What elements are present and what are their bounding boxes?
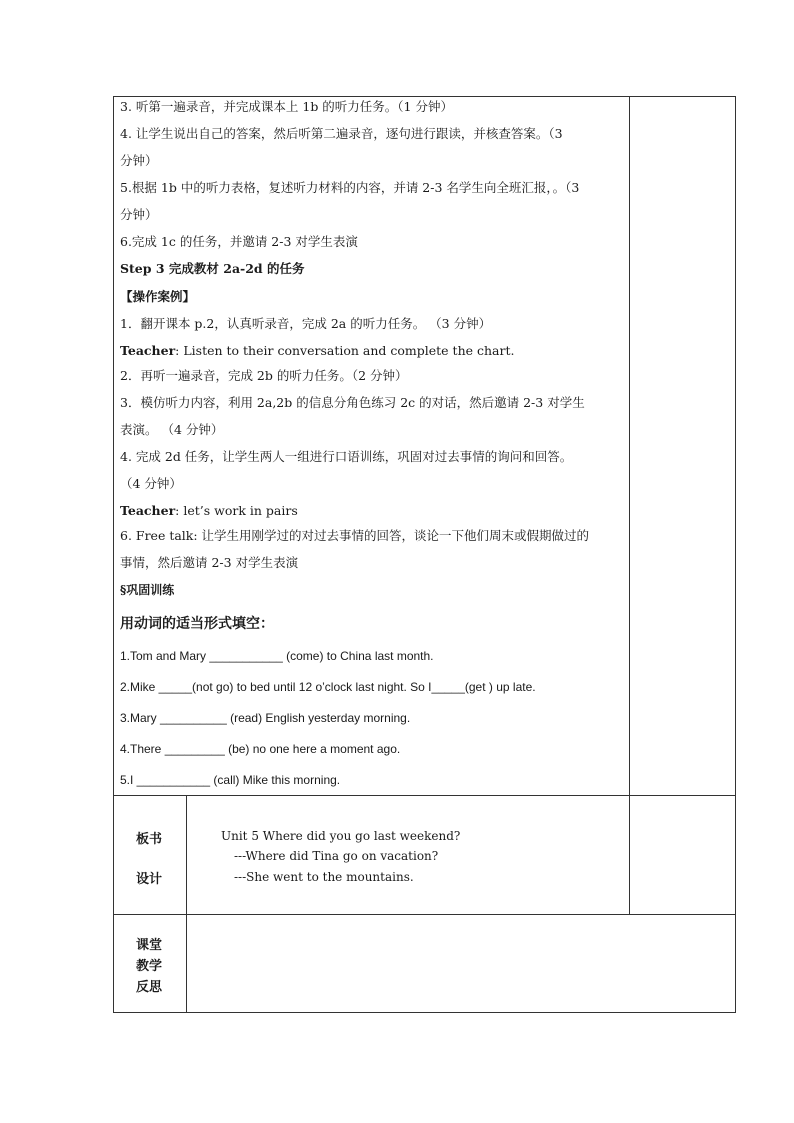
notes-column-divider-top [629, 96, 630, 795]
consolidation-heading: §巩固训练 [120, 583, 175, 597]
procedure-line-5: 分钟） [120, 207, 158, 222]
case-line-1: 1．翻开课本 p.2，认真听录音，完成 2a 的听力任务。 （3 分钟） [120, 316, 492, 331]
procedure-line-2: 4. 让学生说出自己的答案，然后听第二遍录音，逐句进行跟读，并核查答案。（3 [120, 126, 563, 141]
row-divider-board [113, 795, 736, 796]
reflection-label-1: 课堂 [135, 938, 162, 953]
board-label-1: 板书 [135, 832, 162, 847]
free-talk-line-2: 事情，然后邀请 2-3 对学生表演 [120, 555, 299, 570]
procedure-line-1: 3. 听第一遍录音，并完成课本上 1b 的听力任务。（1 分钟） [120, 99, 453, 114]
case-line-3: 3．模仿听力内容，利用 2a,2b 的信息分角色练习 2c 的对话，然后邀请 2-3 对学生 [120, 395, 585, 410]
free-talk-line-1: 6. Free talk: 让学生用刚学过的对过去事情的回答，谈论一下他们周末或假期做过的 [120, 528, 590, 543]
teacher-label: Teacher [120, 503, 176, 518]
teacher-line-2 [120, 502, 298, 520]
exercise-1: 1.Tom and Mary ___________ (come) to China last month. [120, 649, 434, 663]
procedure-line-6: 6.完成 1c 的任务，并邀请 2-3 对学生表演 [120, 234, 358, 249]
teacher-line-1 [120, 342, 514, 360]
exercise-3: 3.Mary __________ (read) English yesterday morning. [120, 711, 411, 725]
row-divider-reflection [113, 914, 736, 915]
exercise-2: 2.Mike _____(not go) to bed until 12 o’clock last night. So I_____(get ) up late. [120, 680, 536, 694]
notes-column-divider-board [629, 795, 630, 915]
case-line-6: （4 分钟） [120, 476, 182, 491]
board-line-1: Unit 5 Where did you go last weekend? [221, 829, 461, 843]
board-line-3: ---She went to the mountains. [234, 870, 414, 884]
case-line-5: 4. 完成 2d 任务，让学生两人一组进行口语训练，巩固对过去事情的询问和回答。 [120, 449, 573, 464]
teacher-label: Teacher [120, 343, 176, 358]
reflection-label-3: 反思 [135, 980, 162, 995]
exercise-4: 4.There _________ (be) no one here a moment ago. [120, 742, 401, 756]
case-heading: 【操作案例】 [120, 289, 196, 304]
board-label-2: 设计 [135, 872, 162, 887]
procedure-line-4: 5.根据 1b 中的听力表格，复述听力材料的内容，并请 2-3 名学生向全班汇报，。（3 [120, 180, 580, 195]
step3-heading: Step 3 完成教材 2a-2d 的任务 [120, 261, 305, 276]
procedure-line-3: 分钟） [120, 153, 158, 168]
case-line-2: 2．再听一遍录音，完成 2b 的听力任务。（2 分钟） [120, 368, 408, 383]
teacher-text: : Listen to their conversation and complete the chart. [175, 343, 515, 358]
teacher-text: : let’s work in pairs [175, 503, 298, 518]
case-line-4: 表演。 （4 分钟） [120, 422, 224, 437]
exercise-5: 5.I ___________ (call) Mike this morning. [120, 773, 341, 787]
board-line-2: ---Where did Tina go on vacation? [234, 849, 439, 863]
exercise-heading: 用动词的适当形式填空： [120, 616, 274, 632]
label-column-divider [186, 795, 187, 1013]
reflection-label-2: 教学 [135, 959, 162, 974]
